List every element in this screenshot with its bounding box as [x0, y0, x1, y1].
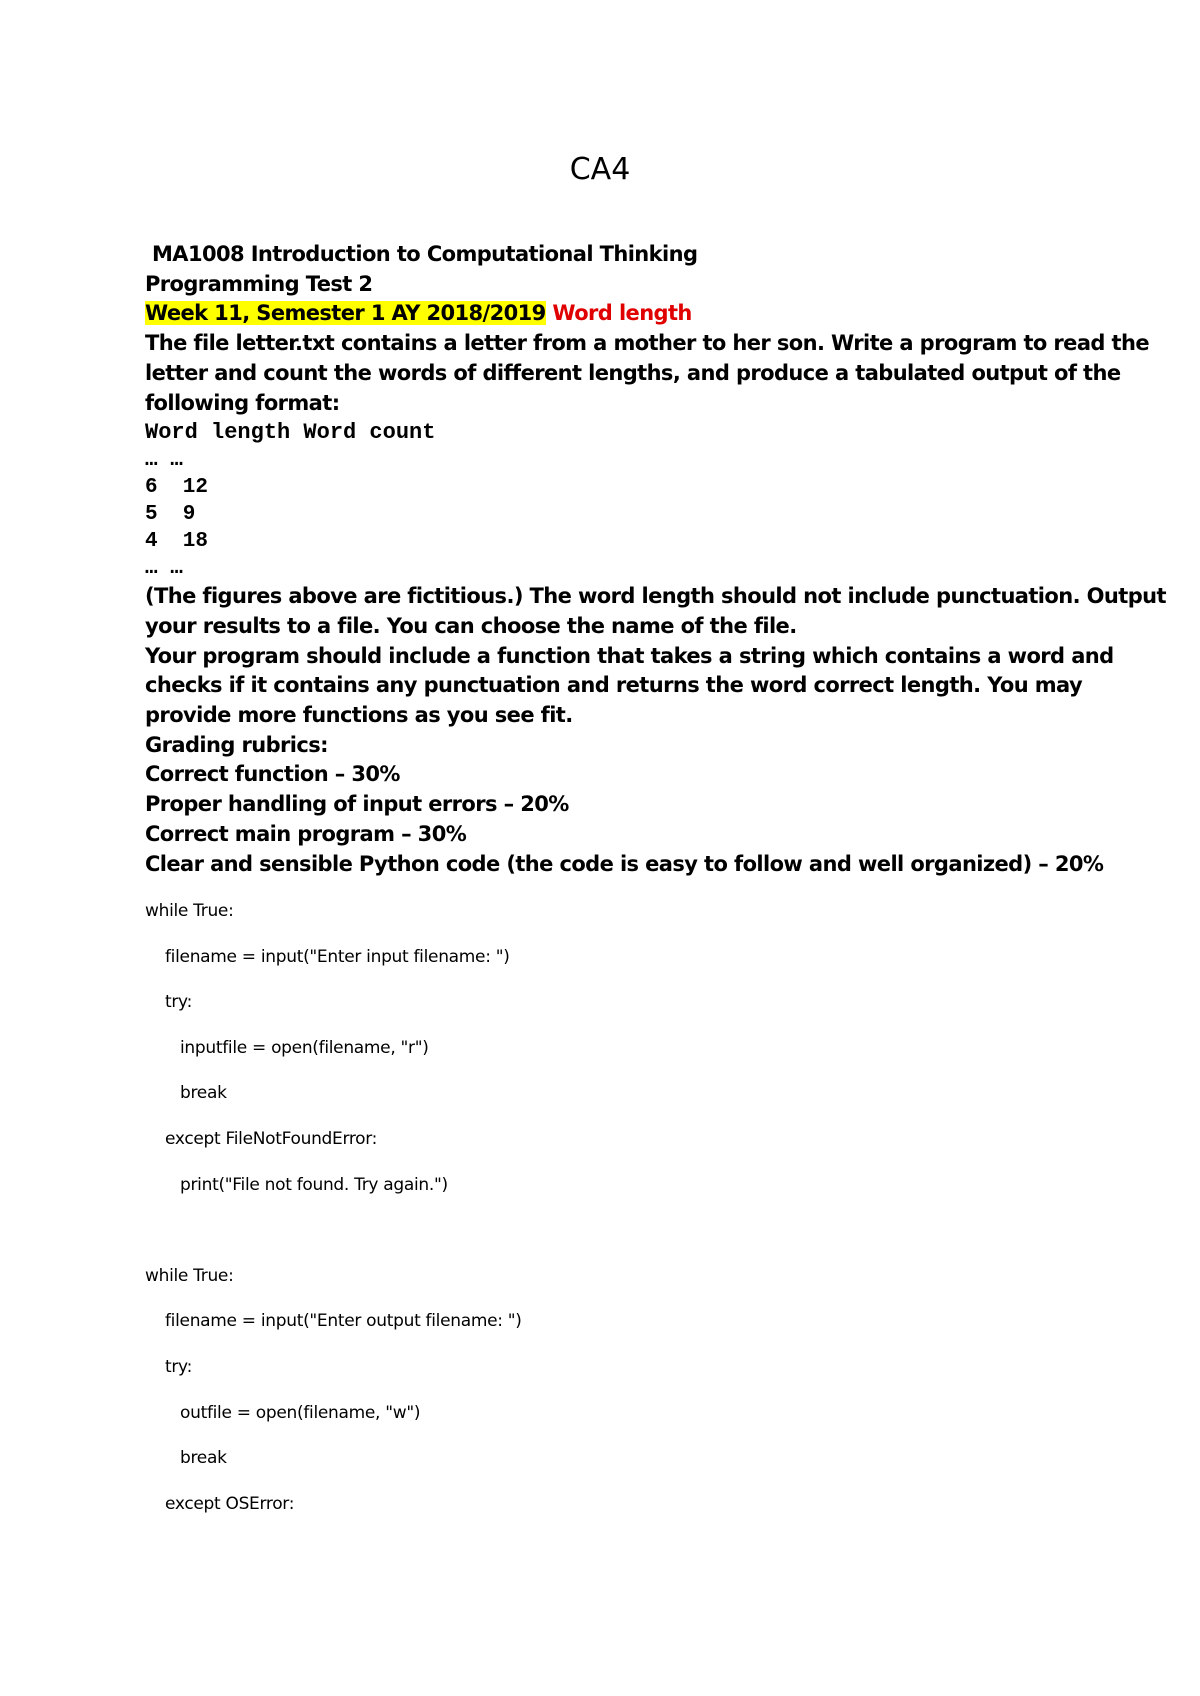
intro-line: The file letter.txt contains a letter from a mother to her son. Write a program to read the — [145, 331, 1149, 356]
note-line: your results to a file. You can choose the name of the file. — [145, 613, 797, 638]
code-line: print("File not found. Try again.") — [180, 1174, 448, 1195]
rubric-item: Proper handling of input errors – 20% — [145, 792, 569, 817]
table-row: 6 12 — [145, 476, 209, 500]
code-line: outfile = open(filename, "w") — [180, 1402, 421, 1423]
code-line: except FileNotFoundError: — [165, 1128, 378, 1149]
code-line: while True: — [145, 1265, 234, 1286]
week-line — [145, 299, 1095, 329]
code-line: while True: — [145, 901, 234, 921]
code-line: try: — [165, 992, 193, 1013]
rubric-title: Grading rubrics: — [145, 732, 328, 757]
code-line: except OSError: — [165, 1493, 295, 1514]
table-row: … … — [145, 557, 183, 581]
intro-line: letter and count the words of different lengths, and produce a tabulated output of the — [145, 360, 1121, 385]
document-title: CA4 — [569, 152, 631, 187]
code-line: inputfile = open(filename, "r") — [180, 1037, 429, 1058]
intro-line: following format: — [145, 390, 340, 415]
topic-label: Word length — [552, 301, 692, 326]
note-line: provide more functions as you see fit. — [145, 703, 573, 728]
table-row: 5 9 — [145, 503, 196, 527]
code-line: filename = input("Enter input filename: ") — [165, 946, 510, 967]
test-name: Programming Test 2 — [145, 271, 373, 296]
week-semester-label: Week 11, Semester 1 AY 2018/2019 — [145, 301, 546, 326]
table-row: 4 18 — [145, 530, 209, 554]
code-line: break — [180, 1083, 227, 1104]
course-name: MA1008 Introduction to Computational Thinking — [152, 242, 698, 266]
table-header: Word length Word count — [145, 420, 436, 446]
note-line: Your program should include a function that takes a string which contains a word and — [145, 643, 1114, 668]
note-line: checks if it contains any punctuation and returns the word correct length. You may — [145, 673, 1083, 698]
table-row: … … — [145, 449, 183, 473]
code-listing — [145, 900, 1045, 1538]
rubric-item: Correct main program – 30% — [145, 821, 467, 846]
assignment-text — [145, 240, 1166, 879]
code-line: try: — [165, 1356, 193, 1377]
code-line: filename = input("Enter output filename: ") — [165, 1311, 522, 1332]
note-line: (The figures above are fictitious.) The word length should not include punctuation. Output — [145, 584, 1166, 609]
rubric-item: Clear and sensible Python code (the code is easy to follow and well organized) – 20% — [145, 851, 1104, 876]
rubric-item: Correct function – 30% — [145, 762, 400, 787]
code-spacer — [145, 1219, 1045, 1265]
code-line: break — [180, 1448, 227, 1469]
